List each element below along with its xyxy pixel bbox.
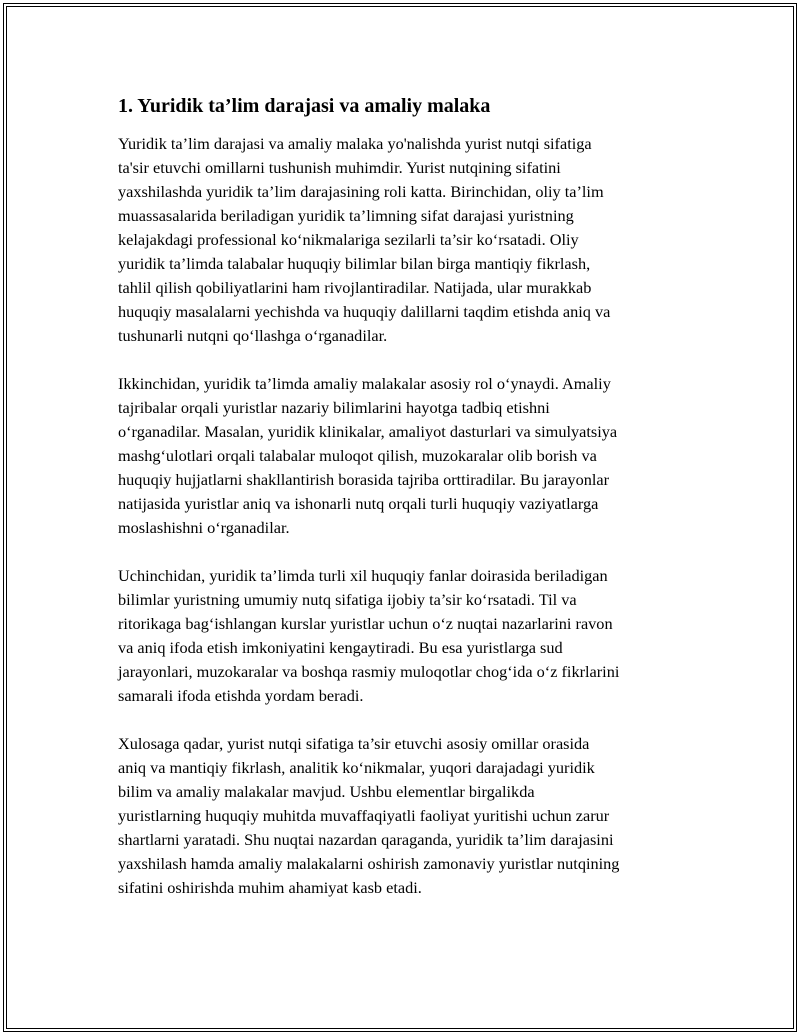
section-heading: 1. Yuridik ta’lim darajasi va amaliy malaka xyxy=(118,95,491,117)
paragraph-2 xyxy=(118,372,688,540)
text-line: o‘rganadilar. Masalan, yuridik klinikalar, amaliyot dasturlari va simulyatsiya xyxy=(118,422,618,441)
text-line: Yuridik ta’lim darajasi va amaliy malaka yo'nalishda yurist nutqi sifatiga xyxy=(118,134,592,153)
text-line: ritorikaga bag‘ishlangan kurslar yuristlar uchun o‘z nuqtai nazarlarini ravon xyxy=(118,614,613,633)
text-line: yaxshilashda yuridik ta’lim darajasining roli katta. Birinchidan, oliy ta’lim xyxy=(118,182,604,201)
document-body xyxy=(118,92,688,924)
text-line: kelajakdagi professional ko‘nikmalariga sezilarli ta’sir ko‘rsatadi. Oliy xyxy=(118,230,579,249)
text-line: va aniq ifoda etish imkoniyatini kengaytiradi. Bu esa yuristlarga sud xyxy=(118,638,563,657)
text-line: Ikkinchidan, yuridik ta’limda amaliy malakalar asosiy rol o‘ynaydi. Amaliy xyxy=(118,374,611,393)
text-line: tajribalar orqali yuristlar nazariy bilimlarini hayotga tadbiq etishni xyxy=(118,398,550,417)
text-line: yuristlarning huquqiy muhitda muvaffaqiyatli faoliyat yuritishi uchun zarur xyxy=(118,806,610,825)
paragraph-1 xyxy=(118,132,688,348)
text-line: bilim va amaliy malakalar mavjud. Ushbu elementlar birgalikda xyxy=(118,782,535,801)
text-line: samarali ifoda etishda yordam beradi. xyxy=(118,686,364,705)
text-line: mashg‘ulotlari orqali talabalar muloqot qilish, muzokaralar olib borish va xyxy=(118,446,597,465)
paragraph-3 xyxy=(118,564,688,708)
text-line: bilimlar yuristning umumiy nutq sifatiga ijobiy ta’sir ko‘rsatadi. Til va xyxy=(118,590,577,609)
text-line: muassasalarida beriladigan yuridik ta’limning sifat darajasi yuristning xyxy=(118,206,574,225)
text-line: huquqiy hujjatlarni shakllantirish borasida tajriba orttiradilar. Bu jarayonlar xyxy=(118,470,610,489)
text-line: tushunarli nutqni qo‘llashga o‘rganadilar. xyxy=(118,326,388,345)
paragraph-4 xyxy=(118,732,688,900)
text-line: yaxshilash hamda amaliy malakalarni oshirish zamonaviy yuristlar nutqining xyxy=(118,854,620,873)
text-line: Xulosaga qadar, yurist nutqi sifatiga ta’sir etuvchi asosiy omillar orasida xyxy=(118,734,590,753)
text-line: yuridik ta’limda talabalar huquqiy bilimlar bilan birga mantiqiy fikrlash, xyxy=(118,254,591,273)
text-line: sifatini oshirishda muhim ahamiyat kasb etadi. xyxy=(118,878,422,897)
text-line: aniq va mantiqiy fikrlash, analitik ko‘nikmalar, yuqori darajadagi yuridik xyxy=(118,758,595,777)
text-line: moslashishni o‘rganadilar. xyxy=(118,518,290,537)
text-line: jarayonlari, muzokaralar va boshqa rasmiy muloqotlar chog‘ida o‘z fikrlarini xyxy=(118,662,620,681)
text-line: shartlarni yaratadi. Shu nuqtai nazardan qaraganda, yuridik ta’lim darajasini xyxy=(118,830,614,849)
text-line: natijasida yuristlar aniq va ishonarli nutq orqali turli huquqiy vaziyatlarga xyxy=(118,494,599,513)
text-line: Uchinchidan, yuridik ta’limda turli xil huquqiy fanlar doirasida beriladigan xyxy=(118,566,608,585)
text-line: tahlil qilish qobiliyatlarini ham rivojlantiradilar. Natijada, ular murakkab xyxy=(118,278,592,297)
text-line: ta'sir etuvchi omillarni tushunish muhimdir. Yurist nutqining sifatini xyxy=(118,158,561,177)
text-line: huquqiy masalalarni yechishda va huquqiy dalillarni taqdim etishda aniq va xyxy=(118,302,611,321)
